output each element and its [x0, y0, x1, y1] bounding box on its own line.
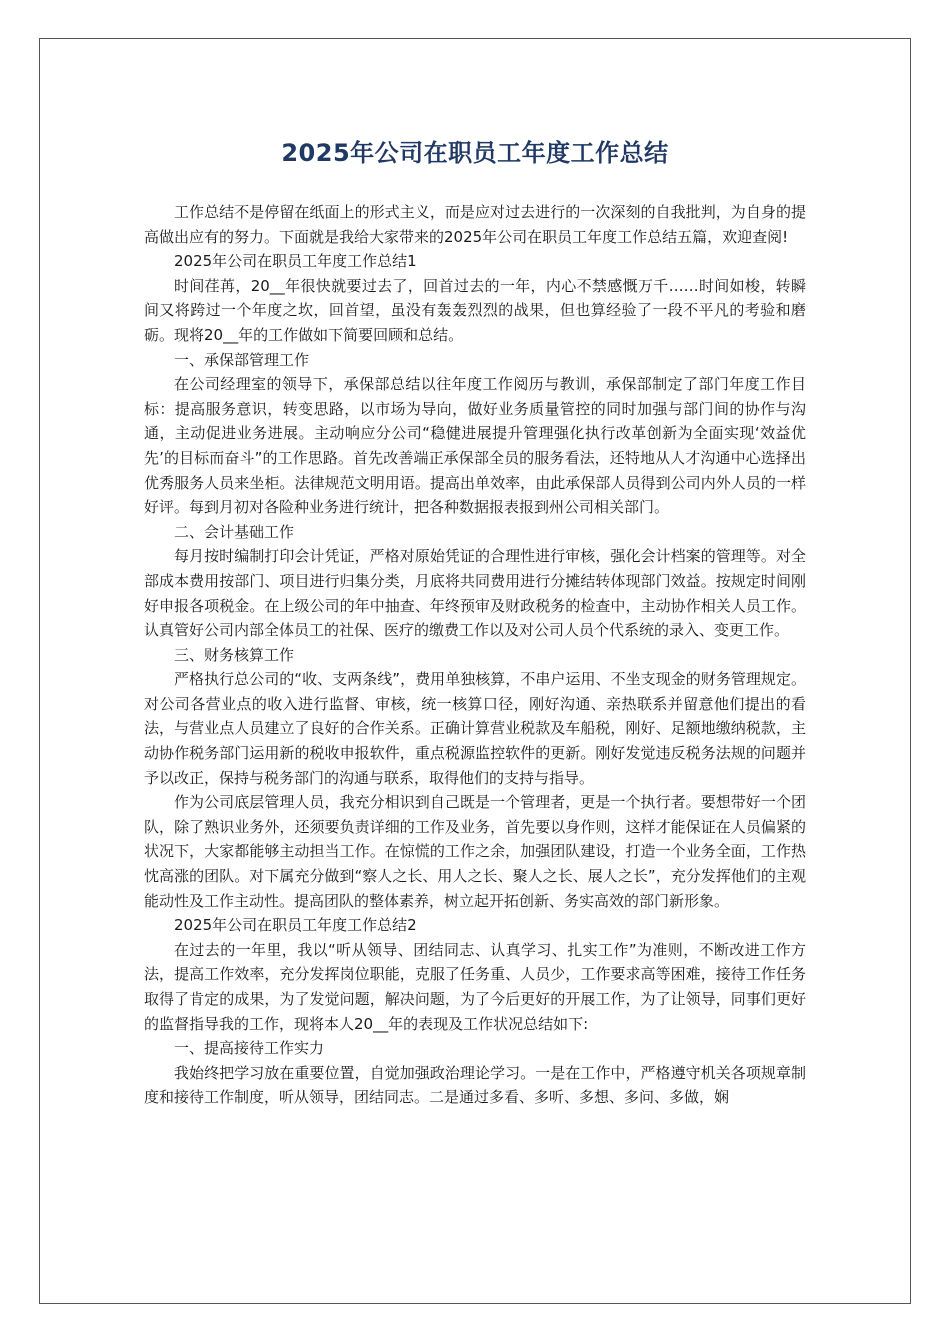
- document-title: 2025年公司在职员工年度工作总结: [281, 139, 669, 167]
- body-paragraph: 作为公司底层管理人员，我充分相识到自己既是一个管理者，更是一个执行者。要想带好一个团队，除了熟识业务外，还须要负责详细的工作及业务，首先要以身作则，这样才能保证在人员偏紧的状况下，大家都能够主动担当工作。在惊慌的工作之余，加强团队建设，打造一个业务全面，工作热忱高涨的团队。对下属充分做到“察人之长、用人之长、聚人之长、展人之长”，充分发挥他们的主观能动性及工作主动性。提高团队的整体素养，树立起开拓创新、务实高效的部门新形象。: [144, 793, 806, 910]
- section-heading-2: 2025年公司在职员工年度工作总结2: [174, 916, 417, 935]
- body-paragraph: 严格执行总公司的“收、支两条线”，费用单独核算，不串户运用、不坐支现金的财务管理规定。对公司各营业点的收入进行监督、审核，统一核算口径，刚好沟通、亲热联系并留意他们提出的看法，与营业点人员建立了良好的合作关系。正确计算营业税款及车船税，刚好、足额地缴纳税款，主动协作税务部门运用新的税收申报软件，重点税源监控软件的更新。刚好发觉违反税务法规的问题并予以改正，保持与税务部门的沟通与联系，取得他们的支持与指导。: [144, 670, 806, 787]
- body-paragraph: 在公司经理室的领导下，承保部总结以往年度工作阅历与教训，承保部制定了部门年度工作目标：提高服务意识，转变思路，以市场为导向，做好业务质量管控的同时加强与部门间的协作与沟通，主动促进业务进展。主动响应分公司“稳健进展提升管理强化执行改革创新为全面实现‘效益优先’的目标而奋斗”的工作思路。首先改善端正承保部全员的服务看法，还特地从人才沟通中心选择出优秀服务人员来坐柜。法律规范文明用语。提高出单效率，由此承保部人员得到公司内外人员的一样好评。每到月初对各险种业务进行统计，把各种数据报表报到州公司相关部门。: [144, 375, 806, 517]
- body-paragraph: 时间荏苒，20__年很快就要过去了，回首过去的一年，内心不禁感慨万千……时间如梭，转瞬间又将跨过一个年度之坎，回首望，虽没有轰轰烈烈的战果，但也算经验了一段不平凡的考验和磨砺。现将20__年的工作做如下简要回顾和总结。: [144, 276, 806, 344]
- subsection-heading: 三、财务核算工作: [174, 645, 295, 664]
- body-paragraph: 每月按时编制打印会计凭证，严格对原始凭证的合理性进行审核，强化会计档案的管理等。对全部成本费用按部门、项目进行归集分类，月底将共同费用进行分摊结转体现部门效益。按规定时间刚好申报各项税金。在上级公司的年中抽查、年终预审及财政税务的检查中，主动协作相关人员工作。认真管好公司内部全体员工的社保、医疗的缴费工作以及对公司人员个代系统的录入、变更工作。: [144, 547, 806, 640]
- section-heading-1: 2025年公司在职员工年度工作总结1: [174, 252, 417, 271]
- body-paragraph: 我始终把学习放在重要位置，自觉加强政治理论学习。一是在工作中，严格遵守机关各项规章制度和接待工作制度，听从领导，团结同志。二是通过多看、多听、多想、多问、多做，娴: [144, 1063, 806, 1107]
- subsection-heading: 二、会计基础工作: [174, 522, 295, 541]
- subsection-heading: 一、承保部管理工作: [174, 350, 310, 369]
- intro-paragraph: 工作总结不是停留在纸面上的形式主义，而是应对过去进行的一次深刻的自我批判，为自身的提高做出应有的努力。下面就是我给大家带来的2025年公司在职员工年度工作总结五篇，欢迎查阅!: [144, 203, 806, 246]
- document-body: [144, 200, 806, 1110]
- subsection-heading: 一、提高接待工作实力: [174, 1039, 325, 1058]
- body-paragraph: 在过去的一年里，我以“听从领导、团结同志、认真学习、扎实工作”为准则，不断改进工作方法，提高工作效率，充分发挥岗位职能，克服了任务重、人员少，工作要求高等困难，接待工作任务取得了肯定的成果，为了发觉问题，解决问题，为了今后更好的开展工作，为了让领导，同事们更好的监督指导我的工作，现将本人20__年的表现及工作状况总结如下:: [144, 940, 806, 1033]
